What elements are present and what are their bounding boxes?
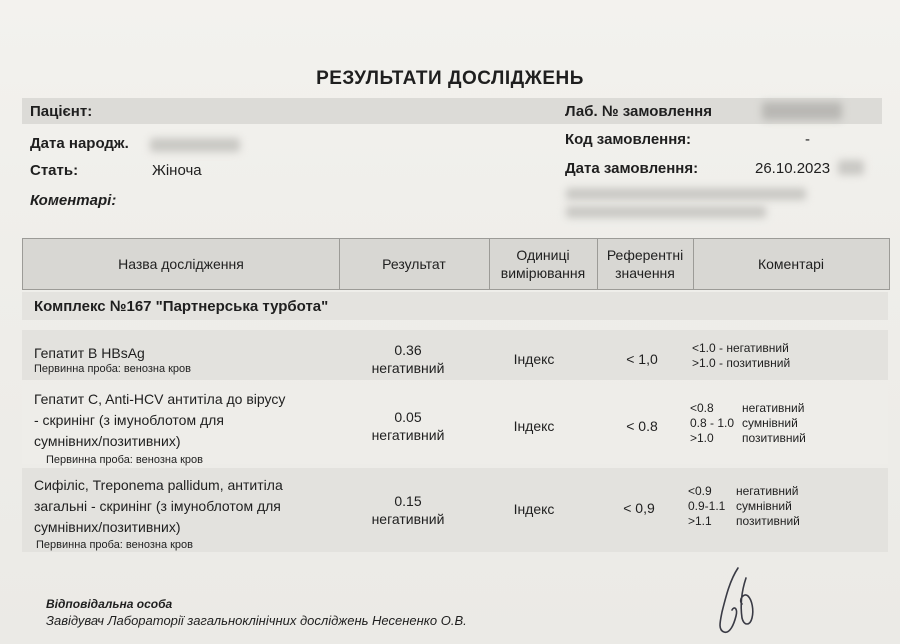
test-name-line: сумнівних/позитивних) (34, 433, 181, 449)
primary-sample: Первинна проба: венозна кров (34, 363, 192, 375)
signature-scribble (708, 560, 778, 640)
column-header-units-line1: Одиниці (516, 247, 570, 263)
result-comment-line: 0.8 - 1.0 сумнівний (690, 416, 798, 430)
order-code-label: Код замовлення: (565, 131, 692, 148)
column-header-reference-line2: значення (615, 265, 675, 281)
test-name-line: Сифіліс, Treponema pallidum, антитіла (34, 477, 283, 493)
redacted-order-time (838, 160, 864, 175)
lab-order-label: Лаб. № замовлення (565, 103, 712, 120)
column-header-units-line2: вимірювання (500, 265, 586, 281)
test-name-line: загальні - скринінг (з імуноблотом для (34, 498, 281, 514)
result-unit: Індекс (513, 351, 555, 367)
column-header-reference-line1: Референтні (606, 247, 684, 263)
patient-header-band (22, 98, 882, 124)
patient-label: Пацієнт: (30, 103, 93, 120)
primary-sample: Первинна проба: венозна кров (46, 454, 204, 466)
column-header-comments: Коментарі (757, 256, 825, 272)
reference-range: < 1,0 (626, 351, 658, 367)
result-comment-line: <0.9 негативний (688, 484, 799, 498)
reference-range: < 0.8 (626, 418, 658, 434)
result-unit: Індекс (513, 501, 555, 517)
column-header-reference (597, 239, 693, 289)
order-code-value: - (805, 131, 810, 148)
result-value: 0.36 (394, 342, 422, 358)
sex-value: Жіноча (152, 162, 202, 179)
column-header-units (489, 239, 597, 289)
order-date-value: 26.10.2023 (755, 160, 831, 177)
result-comment-line: >1.0 - позитивний (692, 356, 791, 370)
result-comment-line: >1.0 позитивний (690, 431, 806, 445)
result-comment-line: >1.1 позитивний (688, 514, 800, 528)
responsible-person-label: Відповідальна особа (46, 597, 173, 611)
test-name-line: - скринінг (з імуноблотом для (34, 412, 224, 428)
page-title: РЕЗУЛЬТАТИ ДОСЛІДЖЕНЬ (316, 68, 584, 89)
birth-date-label: Дата народж. (30, 135, 129, 152)
test-name-line: сумнівних/позитивних) (34, 519, 181, 535)
primary-sample: Первинна проба: венозна кров (36, 539, 194, 551)
result-interpretation: негативний (371, 427, 445, 443)
result-interpretation: негативний (371, 511, 445, 527)
redacted-birth-date (150, 138, 240, 152)
sex-label: Стать: (30, 162, 79, 179)
column-header-result: Результат (382, 256, 446, 272)
responsible-person-name: Завідувач Лабораторії загальноклінічних досліджень Несененко О.В. (46, 613, 467, 628)
reference-range: < 0,9 (623, 500, 655, 516)
result-comment-line: <1.0 - негативний (692, 341, 789, 355)
result-comment-line: 0.9-1.1 сумнівний (688, 499, 792, 513)
test-name-line: Гепатит C, Anti-HCV антитіла до вірусу (34, 391, 286, 407)
redacted-address-line-1 (566, 188, 806, 200)
comments-label: Коментарі: (30, 192, 117, 209)
result-comment-line: <0.8 негативний (690, 401, 805, 415)
column-header-name: Назва дослідження (118, 256, 244, 272)
result-value: 0.15 (394, 493, 422, 509)
result-value: 0.05 (394, 409, 422, 425)
test-group-title: Комплекс №167 "Партнерська турбота" (34, 298, 329, 315)
redacted-address-line-2 (566, 206, 766, 218)
result-unit: Індекс (513, 418, 555, 434)
order-date-label: Дата замовлення: (565, 160, 699, 177)
result-interpretation: негативний (371, 360, 445, 376)
redacted-lab-order-number (762, 102, 842, 120)
test-name: Гепатит B HBsAg (34, 345, 145, 361)
results-table-header (22, 238, 890, 290)
